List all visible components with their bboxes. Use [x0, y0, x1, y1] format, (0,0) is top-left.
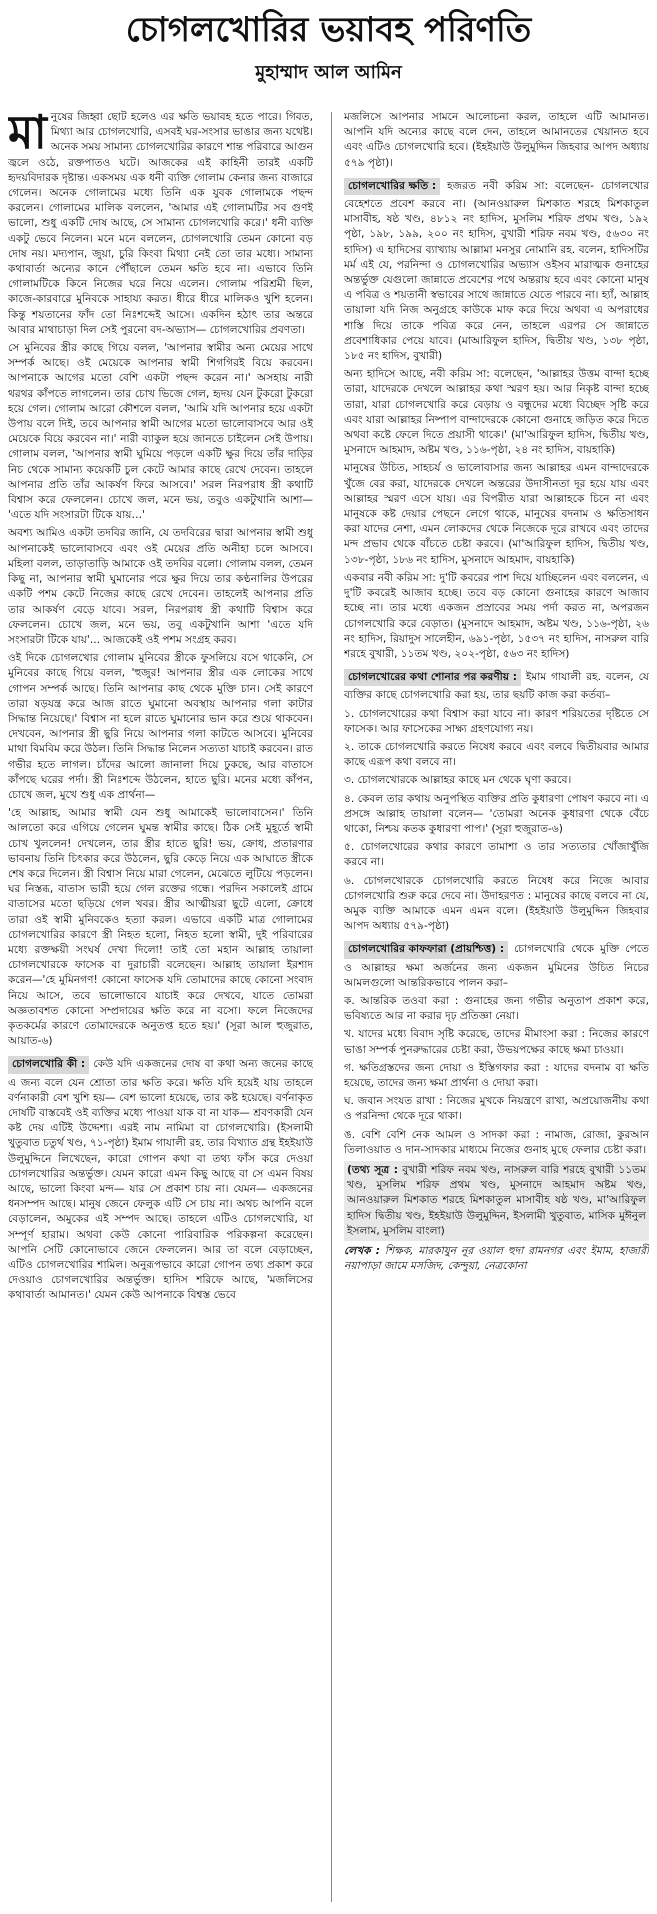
story-paragraph: ওই দিকে চোগলখোর গোলাম মুনিবের স্ত্রীকে ফুসলিয়ে বসে থাকেনি, সে মুনিবের কাছে গিয়ে বলল, 'হুজুর! আপনার স্ত্রীর এক লোকের সাথে গোপন সম্পর্ক আছে। তিনি আপনার কাছ থেকে মুক্তি চান। সেই কারণে তারা ষড়যন্ত্র করে আজ রাতে ঘুমানো অবস্থায় আপনার গলা কাটার সিদ্ধান্ত নিয়েছে।' বিশ্বাস না হলে রাতে ঘুমানোর ভান করে শুয়ে থাকবেন। দেখবেন, আপনার স্ত্রী ছুরি নিয়ে আপনার গলা কাটতে আসবে। মুনিবের মাথা বিমবিম করে উঠল। তিনি সিদ্ধান্ত নিলেন সত্যতা যাচাই করবেন। রাত গভীর হতে লাগল। চাঁদের আলো জানালা দিয়ে ঢুকছে, আর বাতাসে কাঁপছে ঘরের পর্দা। স্ত্রী নিঃশব্দে উঠলেন, হাতে ছুরি। মনের মধ্যে কাঁপন, চোখে জল, মুখে শুধু এক প্রার্থনা— [8, 652, 313, 801]
listen-section [344, 665, 649, 703]
listen-item: ৩. চোগলখোরকে আল্লাহর কাছে মন থেকে ঘৃণা করবে। [344, 774, 572, 787]
listen-item: ৫. চোগলখোরের কথার কারণে তামাশা ও তার সত্যতার খোঁজাখুঁজি করবে না। [344, 841, 649, 869]
listen-heading: চোগলখোরের কথা শোনার পর করণীয় : [344, 669, 521, 686]
intro-text: নুষের জিহ্বা ছোট হলেও এর ক্ষতি ভয়াবহ হতে পারে। গিবত, মিথ্যা আর চোগলখোরি, এসবই ঘর-সংসার ভাঙার জন্য যথেষ্ট। অনেক সময় সামান্য চোগলখোরির কারণে শান্ত পরিবারে আগুন জ্বলে ওঠে, রক্তপাতও ঘটে। আজকের এই কাহিনী তারই একটি হৃদয়বিদারক দৃষ্টান্ত। একসময় এক ধনী ব্যক্তি গোলাম কেনার জন্য বাজারে গেলেন। অনেক গোলামের মধ্যে তিনি এক যুবক গোলামকে পছন্দ করলেন। গোলামের মালিক বললেন, 'আমার এই গোলামটির সব গুণই ভালো, শুধু একটি দোষ আছে, সে সামান্য চোগলখোরি করে।' ধনী ব্যক্তি একটু ভেবে নিলেন। মনে মনে বললেন, চোগলখোরি তেমন কোনো বড় দোষ নয়। মদ্যপান, জুয়া, চুরি কিংবা মিথ্যা নেই তো তার মধ্যে। সামান্য কথাবার্তা অন্যের কানে পৌঁছালে তেমন ক্ষতি হবে না। এভাবে তিনি গোলামটিকে কিনে নিজের ঘরে নিয়ে এলেন। গোলাম পরিশ্রমী ছিল, কাজে-কারবারে মুনিবকে সাহায্য করত। ধীরে ধীরে মালিকও খুশি হলেন। কিন্তু শয়তানের ফাঁদ তো নিঃশব্দেই আসে। একদিন হঠাৎ তার অন্তরে আবার মাথাচাড়া দিল সেই পুরনো বদ-অভ্যাস— চোগলখোরির প্রবণতা। [8, 111, 313, 336]
what-text: কেউ যদি একজনের দোষ বা কথা অন্য জনের কাছে এ জন্য বলে যেন শ্রোতা তার ক্ষতি করে। ক্ষতি যদি হয়েই যায় তাহলে বর্ণনাকারী বেশ খুশি হয়— বেশ ভালো হয়েছে, তার কষ্ট হয়েছে। বর্ণনাকৃত দোষটি বাস্তবেই ওই ব্যক্তির মধ্যে পাওয়া যাক বা না যাক— শ্রবণকারী যেন কষ্ট দেয় এটিই উদ্দেশ্য। এরই নাম নামিমা বা চোগলখোরি। (ইসলামী খুতুবাত চতুর্থ খণ্ড, ৭১-পৃষ্ঠা) ইমাম গাযালী রহ. তার বিখ্যাত গ্রন্থ ইহইয়াউ উলুমুদ্দিনে লিখেছেন, কারো গোপন কথা বা তথ্য ফাঁস করে দেওয়া চোগলখোরির অন্তর্ভুক্ত। যেমন কারো এমন কিছু আছে বা সে এমন বিষয় আছে, ভালো কিংবা মন্দ— যার সে প্রকাশ চায় না। যেমন— একজনের ধনসম্পদ আছে। মানুষ জেনে ফেলুক এটি সে চায় না। অথচ আপনি বলে বেড়ালেন, অমুকের এই সম্পদ আছে। তাহলে এটিও চোগলখোরি, যা সম্পূর্ণ হারাম। অথবা কেউ কোনো পারিবারিক পরিকল্পনা করেছেন। আপনি সেটি কোনোভাবে জেনে ফেললেন। আর তা বলে বেড়াচ্ছেন, এটিও চোগলখোরির শামিল। অনুরূপভাবে কারো গোপন তথ্য প্রকাশ করে দেওয়াও চোগলখোরির অন্তর্ভুক্ত। হাদিস শরিফে আছে, 'মজলিসের কথাবার্তা আমানত।' যেমন কেউ আপনাকে বিশ্বস্ত ভেবে [8, 1058, 313, 1302]
expiation-item: ঙ. বেশি বেশি নেক আমল ও সাদকা করা : নামাজ, রোজা, কুরআন তিলাওয়াত ও দান-সাদকার মাধ্যমে নিজের গুনাহ মুছে ফেলার চেষ্টা করা। [344, 1128, 649, 1156]
harm-heading: চোগলখোরির ক্ষতি : [344, 178, 440, 195]
expiation-item: ক. আন্তরিক তওবা করা : গুনাহের জন্য গভীর অনুতাপ প্রকাশ করে, ভবিষ্যতে আর না করার দৃঢ় প্রতিজ্ঞা নেয়া। [344, 994, 649, 1023]
expiation-section [344, 937, 649, 991]
what-heading: চোগলখোরি কী : [8, 1056, 89, 1073]
what-section [8, 1052, 313, 1303]
harm-paragraph: একবার নবী করিম সা: দু'টি কবরের পাশ দিয়ে যাচ্ছিলেন এবং বললেন, এ দু'টি কবরেই আজাব হচ্ছে। তবে বড় কোনো গুনাহের কারণে আজাব হচ্ছে না। তার মধ্যে একজন প্রস্রাবের সময় পর্দা করত না, অপরজন চোগলখোরি করে বেড়াত। (মুসনাদে আহমাদ, অষ্টম খণ্ড, ১১৬-পৃষ্ঠা, ২৬ নং হাদিস, রিয়াদুস সালেহীন, ৬৯১-পৃষ্ঠা, ১৫৩৭ নং হাদিস, নাসরুল বারি শরহে বুখারী, ১১তম খণ্ড, ২০২-পৃষ্ঠা, ৫৬৩ নং হাদিস) [344, 571, 649, 660]
writer-note [344, 1244, 649, 1274]
harm-paragraph: মানুষের উচিত, সাহচর্য ও ভালোবাসার জন্য আল্লাহর এমন বান্দাদেরকে খুঁজে বের করা, যাদেরকে দেখলে অন্তরের উদাসীনতা দূর হয়ে যায় এবং আল্লাহর স্মরণ এসে যায়। এর বিপরীত যারা আল্লাহকে চিনে না এবং মানুষকে কষ্ট দেয়ার পেছনে লেগে থাকে, মানুষের বদনাম ও ক্ষতিসাধন করা যাদের নেশা, এমন লোকদের থেকে নিজেকে দূরে রাখবে এবং তাদের মন্দ প্রভাব থেকে বাঁচতে চেষ্টা করবে। (মা'আরিফুল হাদিস, দ্বিতীয় খণ্ড, ১৩৮-পৃষ্ঠা, ১৮৬ নং হাদিস, মুসনাদে আহমাদ, বায়হাকি) [344, 462, 649, 566]
story-paragraph: 'হে আল্লাহ, আমার স্বামী যেন শুধু আমাকেই ভালোবাসেন।' তিনি আলতো করে এগিয়ে গেলেন ঘুমন্ত স্বামীর কাছে। ঠিক সেই মুহূর্তে স্বামী চোখ খুললেন! দেখলেন, তার স্ত্রীর হাতে ছুরি! ভয়, ক্রোধ, প্রতারণার ভাবনায় তিনি চিৎকার করে উঠলেন, ছুরি কেড়ে নিয়ে এক আঘাতে স্ত্রীকে শেষ করে দিলেন। স্ত্রী বিশ্বাস নিয়ে মারা গেলেন, মেঝেতে লুটিয়ে পড়লেন। ঘর নিস্তব্ধ, বাতাস ভারী হয়ে গেল রক্তের গন্ধে। পরদিন সকালেই গ্রামে বাতাসের মতো ছড়িয়ে গেল খবর। স্ত্রীর আত্মীয়রা ছুটে এলো, ক্রোধে তারা ওই স্বামী মুনিবকেও হত্যা করল। এভাবে একটি মাত্র গোলামের চোগলখোরির কারণে স্ত্রী নিহত হলো, নিহত হলো স্বামী, দুই পরিবারের মধ্যে রক্তক্ষয়ী সংঘর্ষ দেখা দিলো! তাই তো মহান আল্লাহ তায়ালা চোগলখোরকে ফাসেক বা দুরাচারী বলেছেন। আল্লাহ তায়ালা ইরশাদ করেন—'হে মুমিনগণ! কোনো ফাসেক যদি তোমাদের কাছে কোনো সংবাদ নিয়ে আসে, তবে ভালোভাবে যাচাই করে দেখবে, যাতে তোমরা অজ্ঞতাবশত কোনো সম্প্রদায়ের ক্ষতি করে না বসো। ফলে নিজেদের কৃতকর্মের কারণে তোমাদেরকে অনুতপ্ত হতে হয়।' (সূরা আল হুজুরাত, আয়াত-৬) [8, 807, 313, 1048]
harm-paragraph: অন্য হাদিসে আছে, নবী করিম সা: বলেছেন, 'আল্লাহর উত্তম বান্দা হচ্ছে তারা, যাদেরকে দেখলে আল্লাহর কথা স্মরণ হয়। আর নিকৃষ্ট বান্দা হচ্ছে তারা, যারা চোগলখোরি করে বেড়ায় ও বন্ধুদের মধ্যে বিচ্ছেদ সৃষ্টি করে এবং যারা আল্লাহর নিষ্পাপ বান্দাদেরকে কোনো গুনাহে জড়িত করে দিতে অথবা কষ্টে ফেলে দিতে প্রয়াসী থাকে।' (মা'আরিফুল হাদিস, দ্বিতীয় খণ্ড, মুসনাদে আহমাদ, অষ্টম খণ্ড, ১১৬-পৃষ্ঠা, ২৪ নং হাদিস, বায়হাকি) [344, 368, 649, 457]
sources-text: বুখারী শরিফ নবম খণ্ড, নাসরুল বারি শরহে বুখারী ১১তম খণ্ড, মুসলিম শরিফ প্রথম খণ্ড, মুসনাদে আহমাদ অষ্টম খণ্ড, আনওয়ারুল মিশকাত শরহে মিশকাতুল মাসাবীহ ষষ্ঠ খণ্ড, মা'আরিফুল হাদিস দ্বিতীয় খণ্ড, ইহইয়াউ উলুমুদ্দিন, ইসলামী খুতুবাত, মাসিক মুঈনুল ইসলাম, মুসলিম বাংলা) [347, 1164, 646, 1237]
expiation-item: গ. ক্ষতিগ্রস্তদের জন্য দোয়া ও ইস্তিগফার করা : যাদের বদনাম বা ক্ষতি হয়েছে, তাদের জন্য ক্ষমা প্রার্থনা ও দোয়া করা। [344, 1061, 649, 1089]
writer-label: লেখক : [344, 1245, 380, 1258]
sources-box [344, 1161, 649, 1241]
intro-paragraph [8, 110, 313, 338]
listen-item: ১. চোগলখোরের কথা বিশ্বাস করা যাবে না। কারণ শরিয়তের দৃষ্টিতে সে ফাসেক। আর ফাসেকের সাক্ষ্য গ্রহণযোগ্য নয়। [344, 707, 649, 735]
left-column [8, 110, 313, 1905]
drop-cap: মা [8, 110, 47, 159]
story-paragraph: অবশ্য আমিও একটা তদবির জানি, যে তদবিরের দ্বারা আপনার স্বামী শুধু আপনাকেই ভালোবাসবে এবং ওই মেয়ের প্রতি অনীহা চলে আসবে। মহিলা বলল, তাড়াতাড়ি আমাকে ওই তদবির বলো। গোলাম বলল, তেমন কিছু না, আপনার স্বামী ঘুমানোর পরে ক্ষুর দিয়ে তার কণ্ঠনালির উপরের একটি পশম কেটে নিজের কাছে রেখে দেবেন। তাহলেই আপনার প্রতি তার আকর্ষণ বেড়ে যাবে। সরল, নিরপরাধ স্ত্রী কথাটি বিশ্বাস করে ফেললেন। চোখে জল, মনে ভয়, তবু একটুখানি আশা 'এতে যদি সংসারটা টিকে যায়'... আজকেই ওই পশম সংগ্রহ করব। [8, 527, 313, 646]
harm-section [344, 174, 649, 364]
expiation-item: খ. যাদের মধ্যে বিবাদ সৃষ্টি করেছে, তাদের মীমাংসা করা : নিজের কারণে ভাঙা সম্পর্ক পুনরুদ্ধারের চেষ্টা করা, উভয়পক্ষের কাছে ক্ষমা চাওয়া। [344, 1028, 649, 1056]
harm-text: হজরত নবী করিম সা: বলেছেন- চোগলখোর বেহেশতে প্রবেশ করবে না। (আনওয়ারুল মিশকাত শরহে মিশকাতুল মাসাবীহ, ষষ্ঠ খণ্ড, ৪৮১২ নং হাদিস, মুসলিম শরিফ প্রথম খণ্ড, ১৯২ পৃষ্ঠা, ১৯৮, ১৯৯, ২০০ নং হাদিস, বুখারী শরিফ নবম খণ্ড, ৫৬৩০ নং হাদিস) এ হাদিসের ব্যাখ্যায় আল্লামা মনসুর নোমানি রহ. বলেন, হাদিসটির মর্ম এই যে, পরনিন্দা ও চোগলখোরির অভ্যাস ওইসব মারাত্মক গুনাহের অন্তর্ভুক্ত যেগুলো জান্নাতে প্রবেশের পথে অন্তরায় হবে এবং কোনো মানুষ এ পবিত্র ও শয়তানী স্বভাবের সাথে জান্নাতে যেতে পারবে না। হ্যাঁ, আল্লাহ তায়ালা যদি নিজ অনুগ্রহে কাউকে মাফ করে দিয়ে অথবা এ অপরাধের শাস্তি দিয়ে তাকে পবিত্র করে নেন, তাহলে এরপর সে জান্নাতে প্রবেশাধিকার পেয়ে যাবে। (মাআরিফুল হাদিস, দ্বিতীয় খণ্ড, ১৩৮ পৃষ্ঠা, ১৮৫ নং হাদিস, বুখারী) [344, 179, 649, 363]
expiation-intro: চোগলখোরি থেকে মুক্তি পেতে ও আল্লাহর ক্ষমা অর্জনের জন্য একজন মুমিনের উচিত নিচের আমলগুলো আন্তরিকভাবে পালন করা– [344, 943, 649, 989]
writer-text: শিক্ষক, মারকাযুন নূর ওয়াল হুদা রামনগর এবং ইমাম, হাজারী নয়াপাড়া জামে মসজিদ, কেন্দুয়া, নেত্রকোনা [344, 1245, 649, 1273]
listen-item: ৬. চোগলখোরকে চোগলখোরি করতে নিষেধ করে নিজে আবার চোগলখোরি শুরু করে দেবে না। উদাহরণত : মানুষের কাছে বলবে না যে, অমুক ব্যক্তি আমাকে এমন এমন বলে। (ইহইয়াউ উলুমুদ্দিন জিহবার আপদ অধ্যায় ৫৭৯-পৃষ্ঠা) [344, 874, 649, 933]
continued-paragraph: মজলিসে আপনার সামনে আলোচনা করল, তাহলে এটি আমানত। আপনি যদি অন্যের কাছে বলে দেন, তাহলে আমানতের খেয়ানত হবে এবং এটিও চোগলখোরি হবে। (ইহইয়াউ উলুমুদ্দিন জিহবার আপদ অধ্যায় ৫৭৯ পৃষ্ঠা)। [344, 111, 649, 169]
sources-label: (তথ্য সূত্র : [347, 1164, 398, 1176]
column-divider [331, 112, 332, 1902]
article-title: চোগলখোরির ভয়াবহ পরিণতি [125, 10, 532, 50]
listen-item: ২. তাকে চোগলখোরি করতে নিষেধ করবে এবং বলবে দ্বিতীয়বার আমার কাছে এরূপ কথা বলবে না। [344, 740, 649, 769]
expiation-item: ঘ. জবান সংযত রাখা : নিজের মুখকে নিয়ন্ত্রণে রাখা, অপ্রয়োজনীয় কথা ও পরনিন্দা থেকে দূরে থাকা। [344, 1095, 649, 1123]
story-paragraph: সে মুনিবের স্ত্রীর কাছে গিয়ে বলল, 'আপনার স্বামীর অন্য মেয়ের সাথে সম্পর্ক আছে। ওই মেয়েকে আপনার স্বামী শিগগিরই বিয়ে করবেন। আপনাকে আগের মতো বেশি একটা পছন্দ করেন না।' অসহায় নারী থরথর কাঁপতে লাগলেন। তার চোখ ভিজে গেল, হৃদয় যেন টুকরো টুকরো হয়ে গেল। গোলাম আরো কৌশলে বলল, 'আমি যদি আপনার হয়ে একটা উপায় বলে দিই, তবে আপনার স্বামী আগের মতো ভালোবাসবে আর ওই মেয়েকে বিয়ে করবেন না।' নারী ব্যাকুল হয়ে জানতে চাইলেন সেই উপায়। গোলাম বলল, 'আপনার স্বামী ঘুমিয়ে পড়লে একটি ক্ষুর দিয়ে তাঁর দাড়ির নিচ থেকে সামান্য কয়েকটি চুল কেটে আমার কাছে রেখে দেবেন। তাহলে আপনার প্রতি তাঁর আকর্ষণ ফিরে আসবে।' সরল নিরপরাধ স্ত্রী কথাটি বিশ্বাস করে ফেললেন। চোখে জল, মনে ভয়, তবুও একটুখানি আশা— 'এতে যদি সংসারটা টিকে যায়…' [8, 342, 313, 522]
expiation-heading: চোগলখোরির কাফফারা (প্রায়শ্চিত্ত) : [344, 941, 508, 958]
right-column [344, 110, 649, 1905]
article-header [0, 0, 657, 95]
article-author: মুহাম্মাদ আল আমিন [255, 62, 402, 83]
listen-intro: ইমাম গাযালী রহ. বলেন, যে ব্যক্তির কাছে চোগলখোরি করা হয়, তার ছয়টি কাজ করা কর্তব্য– [344, 671, 649, 702]
listen-item: ৪. কেবল তার কথায় অনুপস্থিত ব্যক্তির প্রতি কুধারণা পোষণ করবে না। এ প্রসঙ্গে আল্লাহ তায়ালা বলেন— 'তোমরা অনেক কুধারণা থেকে বেঁচে থাকো, নিশ্চয় কতক কুধারণা পাপ।' (সূরা হুজুরাত-৬) [344, 792, 649, 835]
